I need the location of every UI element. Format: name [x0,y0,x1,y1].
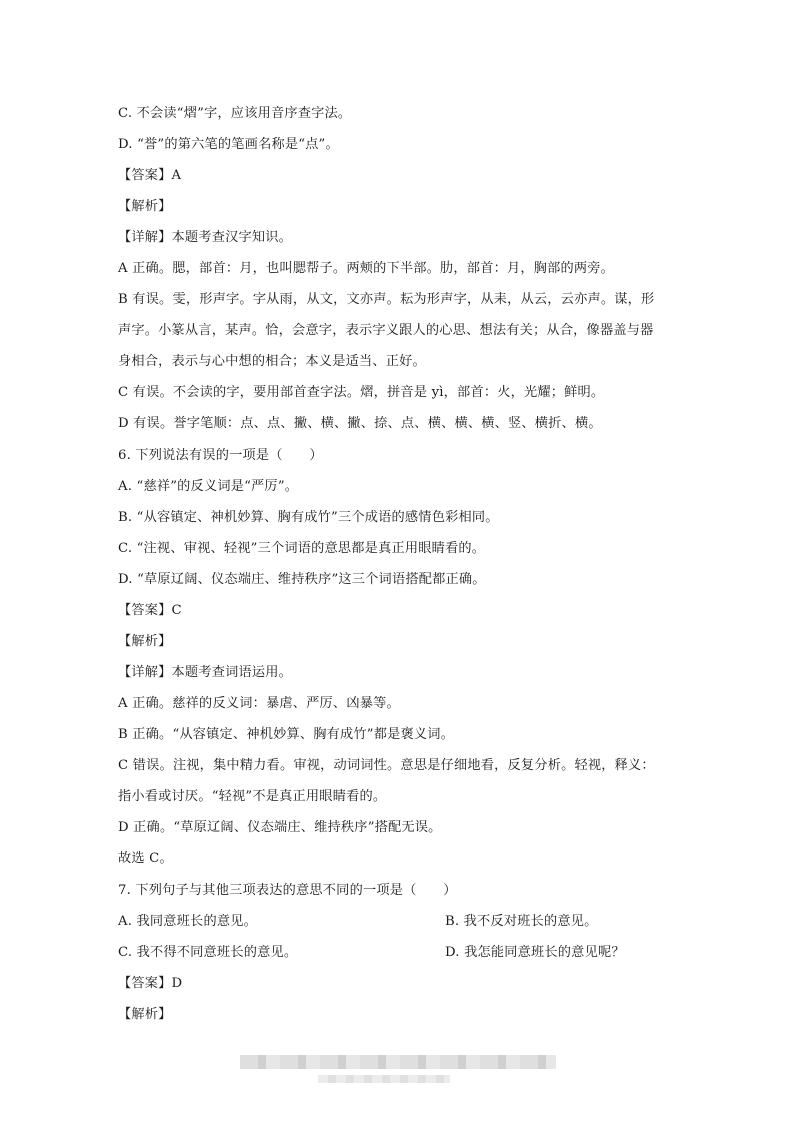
option-a-q7: A. 我同意班长的意见。 [118,914,257,929]
option-a-q6: A. “慈祥”的反义词是“严厉”。 [118,479,299,494]
option-d-q6: D. “草原辽阔、仪态端庄、维持秩序”这三个词语搭配都正确。 [118,572,486,587]
detail-heading-q5: 【详解】本题考查汉字知识。 [118,230,293,245]
detail-line: C 有误。不会读的字，要用部首查字法。熠，拼音是 yì，部首：火，光耀；鲜明。 [118,385,605,400]
option-c-q7: C. 我不得不同意班长的意见。 [118,945,298,960]
detail-line: 指小看或讨厌。“轻视”不是真正用眼睛看的。 [118,789,387,804]
detail-line: A 正确。腮，部首：月，也叫腮帮子。两颊的下半部。肋，部首：月，胸部的两旁。 [118,261,615,276]
option-c-q5: C. 不会读“熠”字，应该用音序查字法。 [118,106,352,121]
answer-q7: 【答案】D [118,976,183,991]
blurred-footer [240,1055,556,1069]
option-c-q6: C. “注视、审视、轻视”三个词语的意思都是真正用眼睛看的。 [118,541,486,556]
question-7: 7. 下列句子与其他三项表达的意思不同的一项是（ ） [118,883,457,898]
detail-line: 身相合，表示与心中想的相合；本义是适当、正好。 [118,354,426,369]
analysis-heading-q5: 【解析】 [118,199,172,214]
detail-line: C 错误。注视，集中精力看。审视，动词词性。意思是仔细地看，反复分析。轻视，释义： [118,758,655,773]
option-b-q6: B. “从容镇定、神机妙算、胸有成竹”三个成语的感情色彩相同。 [118,510,499,525]
detail-line: D 有误。誉字笔顺：点、点、撇、横、撇、捺、点、横、横、横、竖、横折、横。 [118,416,602,431]
option-b-q7: B. 我不反对班长的意见。 [445,914,598,929]
option-d-q5: D. “誉”的第六笔的笔画名称是“点”。 [118,137,339,152]
detail-line: A 正确。慈祥的反义词：暴虐、严厉、凶暴等。 [118,696,400,711]
question-6: 6. 下列说法有误的一项是（ ） [118,448,323,463]
conclusion-q6: 故选 C。 [118,851,173,866]
analysis-heading-q7: 【解析】 [118,1007,172,1022]
detail-line: B 有误。雯，形声字。字从雨，从文，文亦声。耘为形声字，从耒，从云，云亦声。谋，形 [118,292,655,307]
blurred-footer-sub [318,1075,450,1083]
option-d-q7: D. 我怎能同意班长的意见呢？ [445,945,625,960]
detail-line: B 正确。“从容镇定、神机妙算、胸有成竹”都是褒义词。 [118,727,455,742]
answer-q5: 【答案】A [118,168,182,183]
answer-q6: 【答案】C [118,603,182,618]
detail-line: 声字。小篆从言，某声。恰，会意字，表示字义跟人的心思、想法有关；从合，像器盖与器 [118,323,654,338]
analysis-heading-q6: 【解析】 [118,634,172,649]
detail-line: D 正确。“草原辽阔、仪态端庄、维持秩序”搭配无误。 [118,820,442,835]
detail-heading-q6: 【详解】本题考查词语运用。 [118,665,293,680]
